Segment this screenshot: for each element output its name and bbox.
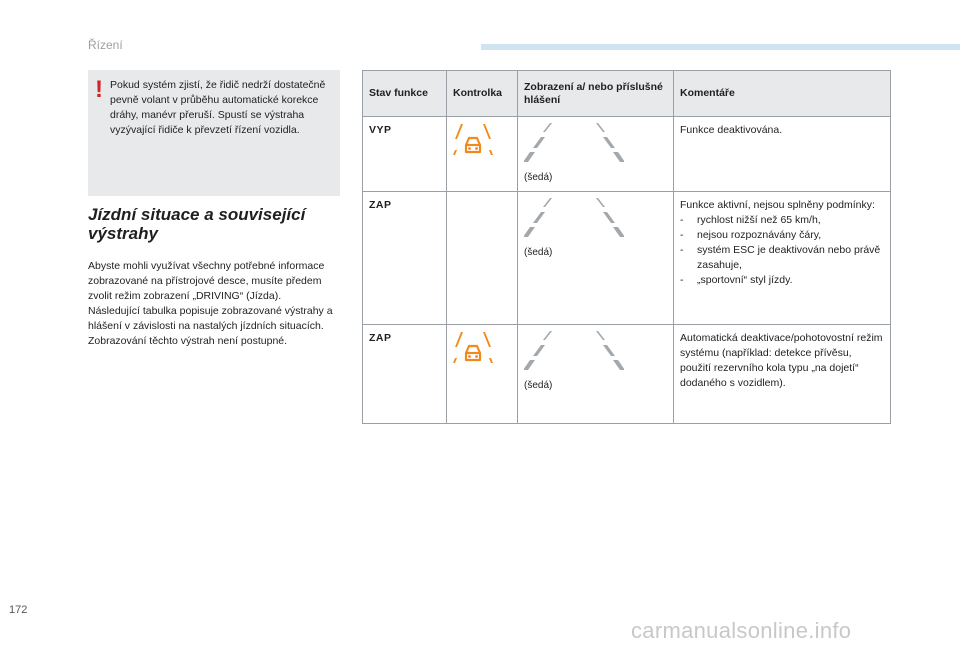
display-label: (šedá) <box>524 247 553 258</box>
comment-text: Funkce aktivní, nejsou splněny podmínky: <box>680 199 875 211</box>
state-cell: VYP <box>363 117 447 192</box>
watermark: carmanualsonline.info <box>631 618 852 643</box>
condition-list <box>680 213 884 288</box>
condition-item: - nejsou rozpoznávány čáry, <box>680 228 884 243</box>
header-lamp: Kontrolka <box>447 71 518 117</box>
lamp-cell <box>447 325 518 424</box>
exclamation-icon: ! <box>95 76 103 103</box>
section-paragraph: Abyste mohli využívat všechny potřebné informace zobrazované na přístrojové desce, musíte předem zvolit režim zobrazení „DRIVING“ (Jízda). Následující tabulka popisuje zobrazované výstrahy a hlášení v závislosti na nastalých jízdních situacích. Zobrazování těchto výstrah není postupné. <box>88 260 333 347</box>
warning-note <box>88 70 340 196</box>
header-state: Stav funkce <box>363 71 447 117</box>
state-cell: ZAP <box>363 192 447 325</box>
header-accent-bar <box>481 44 960 50</box>
warning-text: Pokud systém zjistí, že řidič nedrží dostatečně pevně volant v průběhu automatické korekce dráhy, manévr přeruší. Spustí se výstraha vyzývající řidiče k převzetí řízení vozidla. <box>110 79 326 136</box>
table-header-row <box>363 71 891 117</box>
display-label: (šedá) <box>524 172 553 183</box>
state-cell: ZAP <box>363 325 447 424</box>
condition-item: - systém ESC je deaktivován nebo právě zasahuje, <box>680 243 884 273</box>
lamp-cell <box>447 117 518 192</box>
lane-lines-icon <box>524 198 624 238</box>
display-cell <box>518 325 674 424</box>
comment-cell <box>674 192 891 325</box>
table-row <box>363 325 891 424</box>
section-body <box>88 259 340 349</box>
header-display: Zobrazení a/ nebo příslušné hlášení <box>518 71 674 117</box>
section-heading: Jízdní situace a související výstrahy <box>88 205 306 243</box>
comment-text: Funkce deaktivována. <box>680 124 783 136</box>
display-label: (šedá) <box>524 380 553 391</box>
display-cell <box>518 192 674 325</box>
condition-item: - rychlost nižší než 65 km/h, <box>680 213 884 228</box>
comment-cell <box>674 325 891 424</box>
lamp-cell-empty <box>447 192 518 325</box>
table-row <box>363 192 891 325</box>
lane-keeping-warning-icon <box>453 123 493 157</box>
comment-cell <box>674 117 891 192</box>
page-number: 172 <box>9 604 28 616</box>
display-cell <box>518 117 674 192</box>
page-header-title: Řízení <box>88 38 123 52</box>
table-row <box>363 117 891 192</box>
comment-text: Automatická deaktivace/pohotovostní režim systému (například: detekce přívěsu, použití rezervního kola typu „na dojetí“ dodaného s vozidlem). <box>680 332 883 389</box>
lane-lines-icon <box>524 123 624 163</box>
lane-keeping-warning-icon <box>453 331 493 365</box>
condition-item: - „sportovní“ styl jízdy. <box>680 273 884 288</box>
function-status-table <box>362 70 891 424</box>
header-comments: Komentáře <box>674 71 891 117</box>
lane-lines-icon <box>524 331 624 371</box>
